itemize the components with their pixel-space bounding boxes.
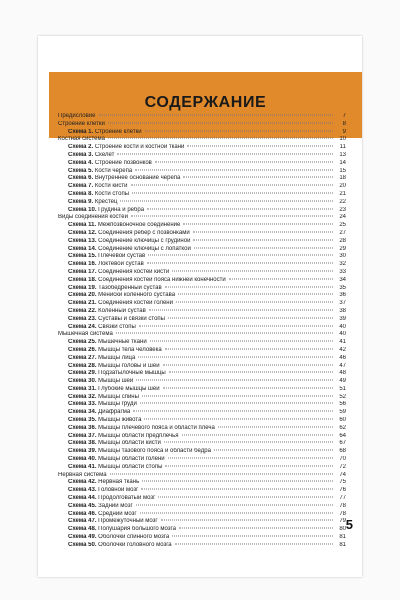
toc-entry: [58, 261, 346, 269]
toc-entry: [58, 175, 346, 183]
toc-entry: [58, 534, 346, 542]
toc-scheme-number: Схема 38.: [68, 440, 97, 447]
toc-scheme-number: Схема 30.: [68, 378, 97, 385]
toc-title: Мышцы области кисти: [98, 440, 161, 447]
book-page: [38, 36, 362, 577]
toc-scheme-number: Схема 40.: [68, 456, 97, 463]
toc-title: Строение клетки: [94, 128, 142, 135]
toc-page-number: 32: [339, 261, 346, 268]
toc-dot-leader: [176, 302, 333, 303]
toc-scheme-number: Схема 19.: [68, 284, 97, 291]
toc-entry: [58, 464, 346, 472]
toc-title: Мышцы спины: [98, 393, 139, 400]
toc-scheme-number: Схема 34.: [68, 409, 97, 416]
toc-page-number: 40: [339, 323, 346, 330]
toc-title: Мышцы области стопы: [98, 463, 163, 470]
toc-dot-leader: [194, 247, 333, 248]
toc-dot-leader: [140, 403, 333, 404]
toc-dot-leader: [175, 543, 333, 544]
toc-title: Оболочки спинного мозга: [98, 534, 170, 541]
toc-title: Мышцы живота: [98, 417, 142, 424]
toc-page-number: 79: [339, 518, 346, 525]
toc-scheme-number: Схема 37.: [68, 432, 97, 439]
toc-dot-leader: [142, 481, 333, 482]
toc-title: Соединение ключицы с грудиной: [98, 237, 191, 244]
toc-dot-leader: [131, 216, 333, 217]
toc-entry: [58, 144, 346, 152]
toc-page-number: 35: [339, 284, 346, 291]
toc-page-number: 81: [339, 541, 346, 548]
toc-page-number: 28: [339, 237, 346, 244]
toc-dot-leader: [144, 419, 333, 420]
toc-page-number: 46: [339, 354, 346, 361]
toc-title: Строение позвонков: [94, 159, 152, 166]
toc-section: [58, 121, 346, 129]
toc-entry: [58, 363, 346, 371]
toc-page-number: 56: [339, 401, 346, 408]
toc-entry: [58, 253, 346, 261]
toc-title: Связки стопы: [98, 323, 136, 330]
toc-title: Глубокие мышцы шеи: [98, 385, 160, 392]
toc-title: Мышцы области голени: [98, 456, 165, 463]
toc-title: Задний мозг: [98, 502, 133, 509]
toc-entry: [58, 487, 346, 495]
toc-scheme-number: Схема 48.: [68, 526, 97, 533]
toc-entry: [58, 378, 346, 386]
toc-dot-leader: [155, 161, 333, 162]
toc-page-number: 41: [339, 339, 346, 346]
toc-title: Мышцы груди: [98, 401, 137, 408]
toc-dot-leader: [149, 309, 333, 310]
toc-page-number: 70: [339, 456, 346, 463]
toc-title: Костная система: [58, 136, 105, 143]
toc-page-number: 14: [339, 159, 346, 166]
toc-scheme-number: Схема 9.: [68, 198, 94, 205]
toc-title: Локтевой сустав: [98, 261, 144, 268]
toc-dot-leader: [169, 372, 333, 373]
toc-page-number: 48: [339, 370, 346, 377]
toc-title: Плечевой сустав: [98, 253, 146, 260]
toc-title: Полушария большого мозга: [98, 526, 176, 533]
toc-title: Оболочки головного мозга: [98, 541, 172, 548]
toc-page-number: 10: [339, 136, 346, 143]
toc-page-number: 24: [339, 214, 346, 221]
toc-dot-leader: [140, 512, 333, 513]
toc-page-number: 75: [339, 479, 346, 486]
toc-scheme-number: Схема 28.: [68, 362, 97, 369]
toc-page-number: 22: [339, 198, 346, 205]
toc-page-number: 64: [339, 432, 346, 439]
toc-page-number: 78: [339, 502, 346, 509]
toc-scheme-number: Схема 47.: [68, 518, 97, 525]
toc-entry: [58, 152, 346, 160]
toc-entry: [58, 479, 346, 487]
toc-title: Продолговатый мозг: [98, 495, 156, 502]
toc-dot-leader: [187, 146, 333, 147]
toc-scheme-number: Схема 12.: [68, 229, 97, 236]
toc-dot-leader: [214, 450, 333, 451]
toc-entry: [58, 417, 346, 425]
toc-title: Нервная система: [58, 471, 107, 478]
toc-dot-leader: [161, 520, 333, 521]
toc-entry: [58, 191, 346, 199]
toc-page-number: 34: [339, 276, 346, 283]
toc-dot-leader: [163, 387, 333, 388]
toc-title: Соединения костей пояса нижней конечности: [98, 276, 226, 283]
toc-entry: [58, 456, 346, 464]
toc-title: Мышцы лица: [98, 354, 136, 361]
toc-section: [58, 214, 346, 222]
toc-page-number: 13: [339, 151, 346, 158]
toc-dot-leader: [136, 380, 333, 381]
toc-scheme-number: Схема 8.: [68, 190, 94, 197]
toc-section: [58, 472, 346, 480]
toc-scheme-number: Схема 29.: [68, 370, 97, 377]
toc-scheme-number: Схема 32.: [68, 393, 97, 400]
toc-page-number: 25: [339, 222, 346, 229]
toc-entry: [58, 542, 346, 550]
toc-entry: [58, 339, 346, 347]
toc-title: Мышцы плечевого пояса и области плеча: [98, 424, 215, 431]
toc-entry: [58, 277, 346, 285]
toc-title: Головной мозг: [98, 487, 139, 494]
toc-entry: [58, 394, 346, 402]
toc-entry: [58, 495, 346, 503]
toc-entry: [58, 386, 346, 394]
toc-scheme-number: Схема 11.: [68, 222, 97, 229]
toc-dot-leader: [182, 434, 334, 435]
toc-page-number: 36: [339, 292, 346, 299]
toc-page-number: 7: [342, 113, 346, 119]
toc-page-number: 15: [339, 167, 346, 174]
toc-dot-leader: [108, 138, 333, 139]
toc-page-number: 18: [339, 175, 346, 182]
toc-title: Кости стопы: [94, 190, 130, 197]
toc-page-number: 40: [339, 331, 346, 338]
toc-dot-leader: [165, 348, 333, 349]
toc-dot-leader: [229, 278, 333, 279]
toc-title: Грудина и ребра: [98, 206, 145, 213]
toc-dot-leader: [172, 536, 333, 537]
toc-scheme-number: Схема 3.: [68, 151, 94, 158]
toc-entry: [58, 129, 346, 137]
toc-title: Мышцы тазового пояса и области бедра: [98, 448, 211, 455]
toc-dot-leader: [172, 270, 333, 271]
toc-section: [58, 136, 346, 144]
toc-dot-leader: [147, 263, 333, 264]
toc-page-number: 78: [339, 510, 346, 517]
toc-title: Крестец: [94, 198, 118, 205]
toc-title: Мышцы головы и шеи: [98, 362, 160, 369]
toc-page-number: 38: [339, 307, 346, 314]
toc-dot-leader: [116, 333, 333, 334]
toc-entry: [58, 246, 346, 254]
toc-dot-leader: [133, 411, 333, 412]
toc-entry: [58, 160, 346, 168]
toc-scheme-number: Схема 21.: [68, 300, 97, 307]
toc-dot-leader: [148, 255, 333, 256]
toc-title: Строение кости и костной ткани: [94, 144, 185, 151]
toc-section: [58, 113, 346, 121]
toc-title: Мышцы области предплечья: [98, 432, 179, 439]
toc-entry: [58, 347, 346, 355]
toc-title: Межпозвоночное соединение: [97, 222, 181, 229]
toc-dot-leader: [193, 231, 333, 232]
toc-page-number: 68: [339, 448, 346, 455]
toc-dot-leader: [163, 364, 333, 365]
toc-dot-leader: [183, 224, 333, 225]
toc-title: Коленный сустав: [98, 307, 146, 314]
toc-dot-leader: [158, 497, 333, 498]
toc-page-number: 39: [339, 315, 346, 322]
toc-title: Тазобедренный сустав: [98, 284, 162, 291]
toc-scheme-number: Схема 26.: [68, 346, 97, 353]
toc-page-number: 20: [339, 183, 346, 190]
toc-scheme-number: Схема 46.: [68, 510, 97, 517]
toc-section: [58, 331, 346, 339]
toc-scheme-number: Схема 24.: [68, 323, 97, 330]
toc-title: Предисловие: [58, 113, 96, 119]
toc-entry: [58, 183, 346, 191]
toc-scheme-number: Схема 20.: [68, 292, 97, 299]
toc-page-number: 81: [339, 534, 346, 541]
toc-title: Нервная ткань: [98, 479, 140, 486]
toc-page-number: 8: [342, 120, 346, 127]
toc-dot-leader: [165, 286, 333, 287]
toc-title: Кости кисти: [94, 183, 128, 190]
toc-dot-leader: [145, 130, 333, 131]
toc-dot-leader: [141, 489, 333, 490]
toc-title: Виды соединения костей: [58, 214, 128, 221]
toc-dot-leader: [135, 169, 333, 170]
toc-dot-leader: [138, 356, 333, 357]
toc-dot-leader: [183, 177, 333, 178]
toc-entry: [58, 355, 346, 363]
toc-title: Суставы и связки стопы: [98, 315, 165, 322]
toc-title: Мышцы шеи: [98, 378, 134, 385]
toc-page-number: 47: [339, 362, 346, 369]
toc-scheme-number: Схема 23.: [68, 315, 97, 322]
toc-title: Средний мозг: [98, 510, 137, 517]
toc-page-number: 33: [339, 268, 346, 275]
toc-scheme-number: Схема 2.: [68, 144, 94, 151]
toc-page-number: 29: [339, 245, 346, 252]
toc-page-number: 49: [339, 378, 346, 385]
toc-page-number: 42: [339, 346, 346, 353]
toc-title: Мениски коленного сустава: [98, 292, 176, 299]
toc-page-number: 52: [339, 393, 346, 400]
toc-entry: [58, 518, 346, 526]
toc-scheme-number: Схема 18.: [68, 276, 97, 283]
toc-entry: [58, 222, 346, 230]
toc-page-number: 59: [339, 409, 346, 416]
toc-scheme-number: Схема 13.: [68, 237, 97, 244]
toc-dot-leader: [147, 208, 333, 209]
toc-page-number: 67: [339, 440, 346, 447]
toc-entry: [58, 324, 346, 332]
toc-scheme-number: Схема 43.: [68, 487, 97, 494]
toc-title: Строение клетки: [58, 120, 105, 127]
toc-title: Кости черепа: [94, 167, 133, 174]
toc-entry: [58, 308, 346, 316]
toc-scheme-number: Схема 1.: [68, 128, 94, 135]
toc-scheme-number: Схема 41.: [68, 463, 97, 470]
toc-page-number: 60: [339, 417, 346, 424]
toc-entry: [58, 503, 346, 511]
toc-entry: [58, 401, 346, 409]
toc-title: Мышцы тела человека: [98, 346, 162, 353]
toc-page-number: 77: [339, 495, 346, 502]
toc-scheme-number: Схема 6.: [68, 175, 94, 182]
toc-title: Мышечная система: [58, 331, 113, 338]
toc-dot-leader: [131, 185, 333, 186]
page-number: 5: [345, 517, 353, 532]
toc-scheme-number: Схема 39.: [68, 448, 97, 455]
toc-dot-leader: [136, 504, 333, 505]
toc-dot-leader: [132, 192, 333, 193]
toc-dot-leader: [117, 153, 333, 154]
toc-scheme-number: Схема 14.: [68, 245, 97, 252]
toc-entry: [58, 207, 346, 215]
toc-scheme-number: Схема 22.: [68, 307, 97, 314]
toc-entry: [58, 199, 346, 207]
toc-dot-leader: [150, 341, 333, 342]
toc-scheme-number: Схема 25.: [68, 339, 97, 346]
toc-page-number: 27: [339, 229, 346, 236]
toc-entry: [58, 526, 346, 534]
toc-page-number: 62: [339, 424, 346, 431]
toc-scheme-number: Схема 4.: [68, 159, 94, 166]
toc-dot-leader: [193, 239, 333, 240]
toc-dot-leader: [179, 528, 333, 529]
toc-title: Промежуточный мозг: [98, 518, 158, 525]
toc-page-number: 11: [339, 144, 346, 151]
toc-dot-leader: [110, 473, 333, 474]
toc-scheme-number: Схема 5.: [68, 167, 94, 174]
toc-page-number: 9: [342, 128, 346, 135]
toc-scheme-number: Схема 17.: [68, 268, 97, 275]
toc-entry: [58, 269, 346, 277]
toc-dot-leader: [108, 122, 333, 123]
toc-dot-leader: [99, 115, 334, 116]
toc-page-number: 76: [339, 487, 346, 494]
toc-dot-leader: [164, 442, 333, 443]
toc-page-number: 80: [339, 526, 346, 533]
toc-scheme-number: Схема 35.: [68, 417, 97, 424]
toc-dot-leader: [168, 317, 333, 318]
toc-page-number: 72: [339, 463, 346, 470]
toc-entry: [58, 409, 346, 417]
toc-page-number: 23: [339, 206, 346, 213]
toc-scheme-number: Схема 44.: [68, 495, 97, 502]
toc-dot-leader: [218, 426, 333, 427]
toc-scheme-number: Схема 33.: [68, 401, 97, 408]
toc-dot-leader: [178, 294, 333, 295]
toc-title: Соединение ключицы с лопаткой: [98, 245, 191, 252]
toc-dot-leader: [142, 395, 333, 396]
toc-title: Соединения костей кисти: [98, 268, 170, 275]
toc-page-number: 51: [339, 385, 346, 392]
toc-entry: [58, 511, 346, 519]
toc-scheme-number: Схема 16.: [68, 261, 97, 268]
toc-title: Диафрагма: [98, 409, 131, 416]
toc-dot-leader: [165, 465, 333, 466]
toc-scheme-number: Схема 27.: [68, 354, 97, 361]
toc-page-number: 74: [339, 471, 346, 478]
toc-dot-leader: [139, 325, 333, 326]
toc-page-number: 37: [339, 300, 346, 307]
toc-dot-leader: [168, 458, 333, 459]
toc-entry: [58, 370, 346, 378]
toc-scheme-number: Схема 7.: [68, 183, 94, 190]
toc-scheme-number: Схема 42.: [68, 479, 97, 486]
toc-scheme-number: Схема 50.: [68, 541, 97, 548]
toc-title: Соединения костей голени: [98, 300, 173, 307]
toc-entry: [58, 448, 346, 456]
toc-scheme-number: Схема 31.: [68, 385, 97, 392]
toc-title: Внутреннее основание черепа: [94, 175, 181, 182]
toc-title: Подзатылочные мышцы: [98, 370, 166, 377]
toc-title: Соединения ребер с позвонками: [98, 229, 190, 236]
toc-scheme-number: Схема 15.: [68, 253, 97, 260]
table-of-contents: [58, 113, 346, 550]
toc-title: Скелет: [94, 151, 115, 158]
toc-page-number: 21: [339, 190, 346, 197]
toc-scheme-number: Схема 36.: [68, 424, 97, 431]
toc-entry: [58, 433, 346, 441]
toc-entry: [58, 292, 346, 300]
toc-title: Мышечные ткани: [98, 339, 147, 346]
toc-entry: [58, 285, 346, 293]
toc-entry: [58, 440, 346, 448]
toc-scheme-number: Схема 10.: [68, 206, 97, 213]
toc-entry: [58, 230, 346, 238]
toc-entry: [58, 238, 346, 246]
toc-scheme-number: Схема 49.: [68, 534, 97, 541]
toc-dot-leader: [120, 200, 333, 201]
toc-page-number: 30: [339, 253, 346, 260]
toc-entry: [58, 425, 346, 433]
toc-entry: [58, 300, 346, 308]
toc-entry: [58, 316, 346, 324]
toc-entry: [58, 168, 346, 176]
page-title: СОДЕРЖАНИЕ: [144, 94, 267, 111]
toc-scheme-number: Схема 45.: [68, 502, 97, 509]
